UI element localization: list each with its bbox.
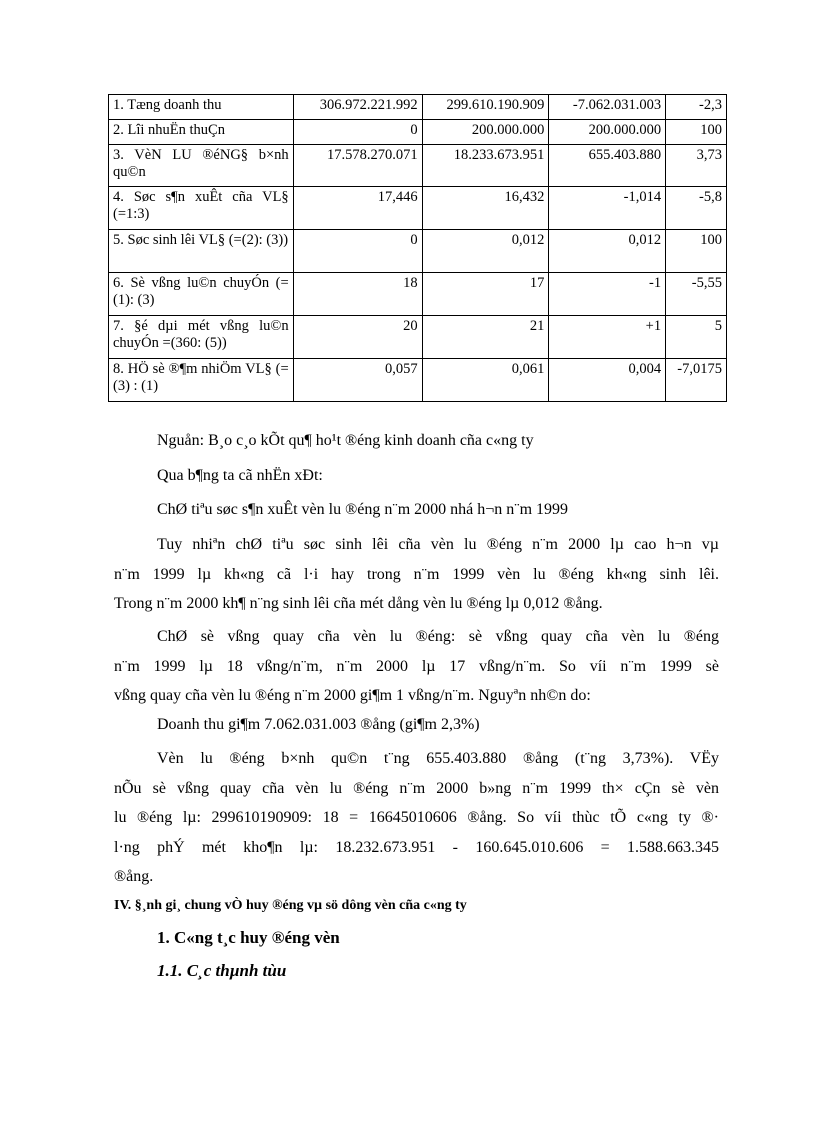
intro-text: Qua b¶ng ta cã nhËn xÐt: — [157, 467, 323, 484]
subsection-heading-1-1: 1.1. C¸c thµnh tùu — [157, 961, 287, 980]
table-row — [109, 95, 727, 120]
table-row — [109, 273, 727, 316]
table-row — [109, 230, 727, 273]
cell-value: -7,0175 — [666, 359, 727, 402]
row-label: 8. HÖ sè ®¶m nhiÖm VL§ (=(3) : (1) — [109, 359, 294, 402]
table-row — [109, 145, 727, 187]
paragraph-1: ChØ tiªu søc s¶n xuÊt vèn lu ®éng n¨m 2000 nhá h¬n n¨m 1999 — [157, 501, 569, 518]
paragraph-5 — [114, 744, 719, 892]
row-label: 4. Søc s¶n xuÊt cña VL§ (=1:3) — [109, 187, 294, 230]
cell-value: 0,061 — [422, 359, 549, 402]
cell-value: 18.233.673.951 — [422, 145, 549, 187]
cell-value: 20 — [293, 316, 422, 359]
paragraph-line: vßng quay cña vèn lu ®éng n¨m 2000 gi¶m 1 vßng/n¨m. Nguyªn nh©n do: — [114, 687, 591, 704]
cell-value: 0,012 — [422, 230, 549, 273]
row-label: 1. Tæng doanh thu — [109, 95, 294, 120]
cell-value: 17 — [422, 273, 549, 316]
cell-value: 200.000.000 — [422, 120, 549, 145]
cell-value: 0,057 — [293, 359, 422, 402]
paragraph-line: l·ng phÝ mét kho¶n lµ: 18.232.673.951 - 160.645.010.606 = 1.588.663.345 — [114, 838, 719, 856]
row-label: 2. Lîi nhuËn thuÇn — [109, 120, 294, 145]
cell-value: 0 — [293, 230, 422, 273]
paragraph-line: ChØ sè vßng quay cña vèn lu ®éng: sè vßng quay cña vèn lu ®éng — [157, 628, 719, 645]
cell-value: 299.610.190.909 — [422, 95, 549, 120]
table-row — [109, 359, 727, 402]
paragraph-line: n¨m 1999 lµ kh«ng cã l·i hay trong n¨m 1999 vèn lu ®éng kh«ng sinh lêi. — [114, 565, 719, 583]
row-label: 6. Sè vßng lu©n chuyÓn (=(1): (3) — [109, 273, 294, 316]
cell-value: -5,8 — [666, 187, 727, 230]
cell-value: 18 — [293, 273, 422, 316]
paragraph-line: ®ång. — [114, 868, 154, 885]
paragraph-line: Vèn lu ®éng b×nh qu©n t¨ng 655.403.880 ®ång (t¨ng 3,73%). VËy — [157, 750, 719, 767]
section-heading-iv: IV. §¸nh gi¸ chung vÒ huy ®éng vµ sö dông vèn cña c«ng ty — [114, 898, 467, 913]
subsection-heading-1: 1. C«ng t¸c huy ®éng vèn — [157, 928, 340, 947]
capital-efficiency-table — [108, 94, 727, 402]
cell-value: 0,012 — [549, 230, 666, 273]
cell-value: 0 — [293, 120, 422, 145]
cell-value: 16,432 — [422, 187, 549, 230]
cell-value: 17.578.270.071 — [293, 145, 422, 187]
cell-value: -2,3 — [666, 95, 727, 120]
paragraph-line: Trong n¨m 2000 kh¶ n¨ng sinh lêi cña mét dång vèn lu ®éng lµ 0,012 ®ång. — [114, 595, 603, 612]
source-note: Nguån: B¸o c¸o kÕt qu¶ ho¹t ®éng kinh doanh cña c«ng ty — [157, 432, 534, 449]
cell-value: 3,73 — [666, 145, 727, 187]
paragraph-line: Tuy nhiªn chØ tiªu søc sinh lêi cña vèn lu ®éng n¨m 2000 lµ cao h¬n vµ — [157, 536, 719, 553]
cell-value: 17,446 — [293, 187, 422, 230]
cell-value: -1 — [549, 273, 666, 316]
paragraph-2 — [114, 530, 719, 619]
paragraph-line: nÕu sè vßng quay cña vèn lu ®éng n¨m 2000 b»ng n¨m 1999 th× cÇn sè vèn — [114, 779, 719, 797]
row-label: 3. VèN LU ®éNG§ b×nh qu©n — [109, 145, 294, 187]
paragraph-line: n¨m 1999 lµ 18 vßng/n¨m, n¨m 2000 lµ 17 vßng/n¨m. So víi n¨m 1999 sè — [114, 657, 719, 675]
cell-value: -5,55 — [666, 273, 727, 316]
cell-value: -1,014 — [549, 187, 666, 230]
table-row — [109, 120, 727, 145]
cell-value: -7.062.031.003 — [549, 95, 666, 120]
cell-value: 0,004 — [549, 359, 666, 402]
cell-value: 100 — [666, 230, 727, 273]
paragraph-line: lu ®éng lµ: 299610190909: 18 = 16645010606 ®ång. So víi thùc tÕ c«ng ty ®· — [114, 809, 719, 826]
cell-value: 306.972.221.992 — [293, 95, 422, 120]
table-row — [109, 187, 727, 230]
cell-value: 5 — [666, 316, 727, 359]
cell-value: 100 — [666, 120, 727, 145]
cell-value: 655.403.880 — [549, 145, 666, 187]
cell-value: +1 — [549, 316, 666, 359]
cell-value: 21 — [422, 316, 549, 359]
row-label: 7. §é dµi mét vßng lu©n chuyÓn =(360: (5)) — [109, 316, 294, 359]
row-label: 5. Søc sinh lêi VL§ (=(2): (3)) — [109, 230, 294, 273]
table-row — [109, 316, 727, 359]
paragraph-3 — [114, 622, 719, 711]
cell-value: 200.000.000 — [549, 120, 666, 145]
paragraph-4: Doanh thu gi¶m 7.062.031.003 ®ång (gi¶m 2,3%) — [157, 716, 480, 733]
